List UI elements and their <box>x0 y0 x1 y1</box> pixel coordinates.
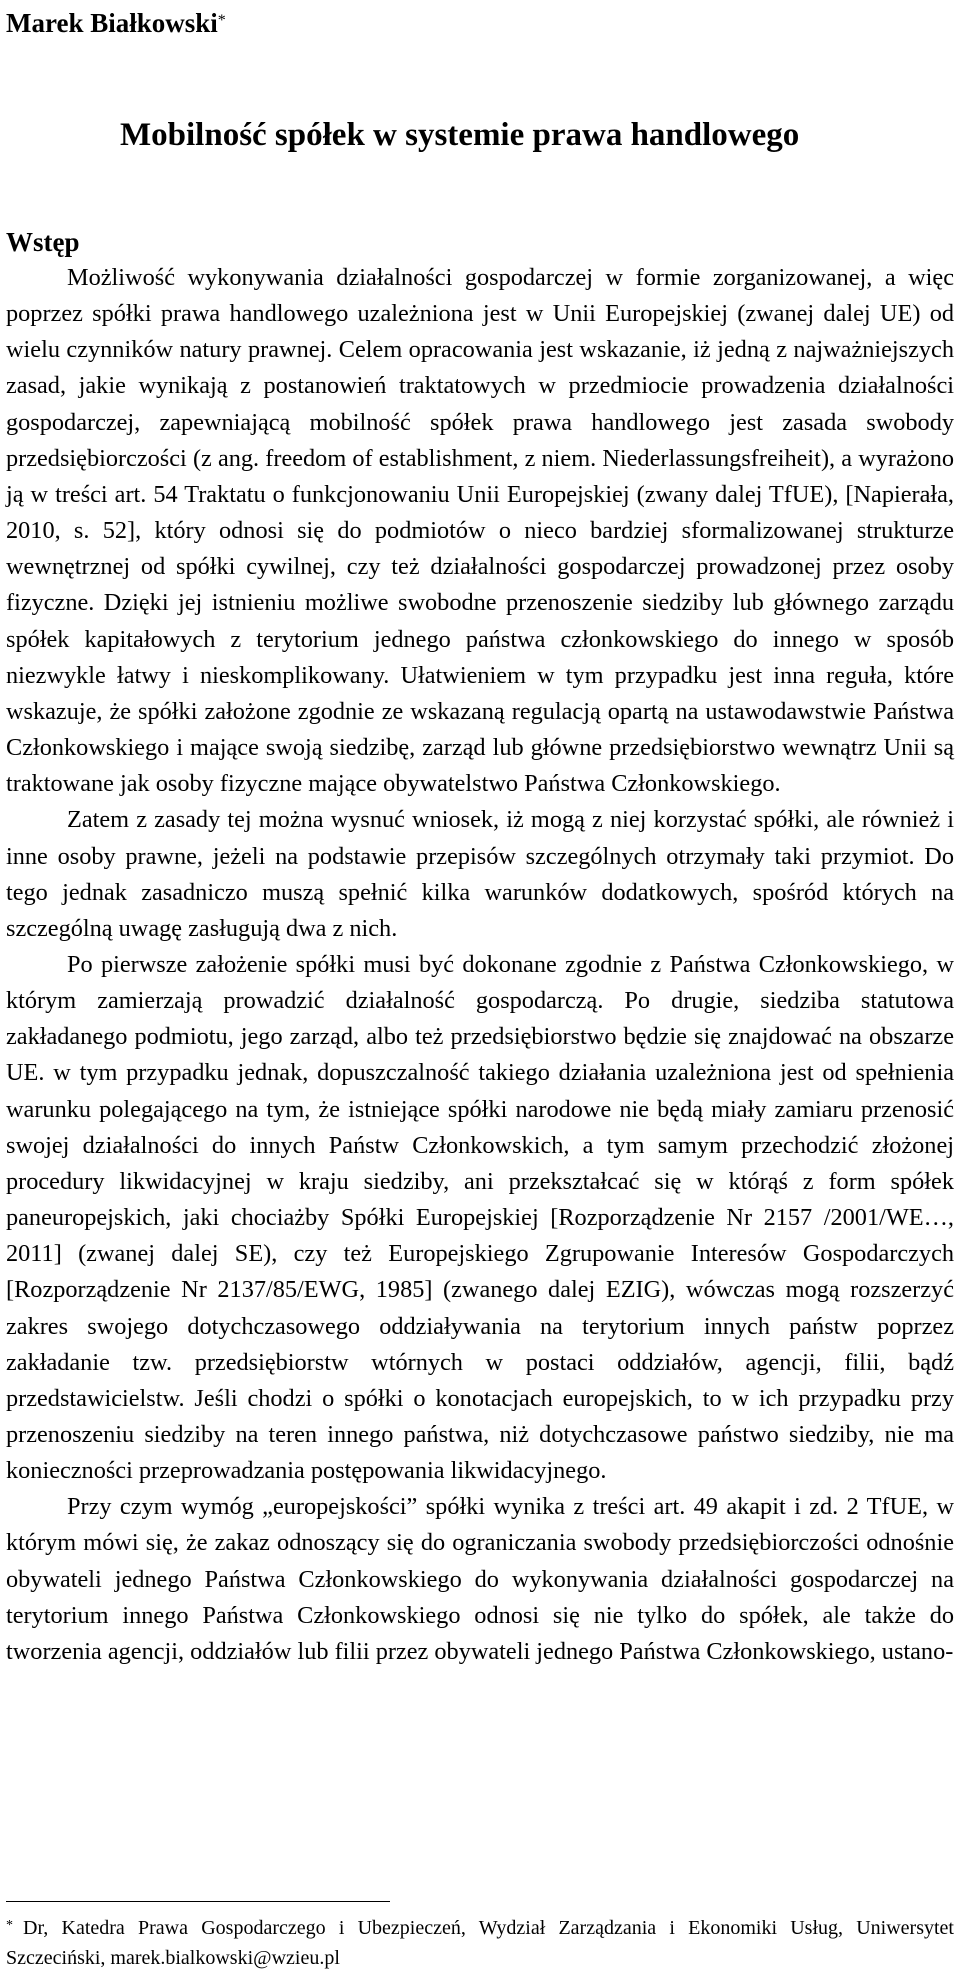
footnote <box>6 1913 954 1973</box>
footnote-mark: * <box>6 1918 13 1933</box>
body-paragraph: Po pierwsze założenie spółki musi być dokonane zgodnie z Państwa Członkowskiego, w którym zamierzają prowadzić działalność gospodarczą. Po drugie, siedziba statutowa zakładanego podmiotu, jego zarząd, albo też przedsiębiorstwo będzie się znajdować na obszarze UE. w tym przypadku jednak, dopuszczalność takiego działania uzależniona jest od spełnienia warunku polegającego na tym, że istniejące spółki narodowe nie będą miały zamiaru przenosić swojej działalności do innych Państw Członkowskich, a tym samym przechodzić złożonej procedury likwidacyjnej w kraju siedziby, ani przekształcać się w którąś z form spółek paneuropejskich, jaki chociażby Spółki Europejskiej [Rozporządzenie Nr 2157 /2001/WE…, 2011] (zwanej dalej SE), czy też Europejskiego Zgrupowanie Interesów Gospodarczych [Rozporządzenie Nr 2137/85/EWG, 1985] (zwanego dalej EZIG), wówczas mogą rozszerzyć zakres swojego dotychczasowego oddziaływania na terytorium innych państw poprzez zakładanie tzw. przedsiębiorstw wtórnych w postaci oddziałów, agencji, filii, bądź przedstawicielstw. Jeśli chodzi o spółki o konotacjach europejskich, to w ich przypadku przy przenoszeniu siedziby na teren innego państwa, niż dotychczasowe państwo siedziby, nie ma konieczności przeprowadzania postępowania likwidacyjnego. <box>6 950 954 1485</box>
body-paragraph: Możliwość wykonywania działalności gospodarczej w formie zorganizowanej, a więc poprzez spółki prawa handlowego uzależniona jest w Unii Europejskiej (zwanej dalej UE) od wielu czynników natury prawnej. Celem opracowania jest wskazanie, iż jedną z najważniejszych zasad, jakie wynikają z postanowień traktatowych w przedmiocie prowadzenia działalności gospodarczej, zapewniającą mobilność spółek prawa handlowego jest zasada swobody przedsiębiorczości (z ang. freedom of establishment, z niem. Niederlassungsfreiheit), a wyrażono ją w treści art. 54 Traktatu o funkcjonowaniu Unii Europejskiej (zwany dalej TfUE), [Napierała, 2010, s. 52], który odnosi się do podmiotów o nieco bardziej sformalizowanej strukturze wewnętrznej od spółki cywilnej, czy też działalności gospodarczej prowadzonej przez osoby fizyczne. Dzięki jej istnieniu możliwe swobodne przenoszenie siedziby lub głównego zarządu spółek kapitałowych z terytorium jednego państwa członkowskiego do innego w sposób niezwykle łatwy i nieskomplikowany. Ułatwieniem w tym przypadku jest inna reguła, które wskazuje, że spółki założone zgodnie ze wskazaną regulacją opartą na ustawodawstwie Państwa Członkowskiego i mające swoją siedzibę, zarząd lub główne przedsiębiorstwo wewnątrz Unii są traktowane jak osoby fizyczne mające obywatelstwo Państwa Członkowskiego. <box>6 264 954 798</box>
author-name-text: Marek Białkowski <box>6 8 218 38</box>
footnote-divider <box>6 1901 390 1902</box>
article-body <box>6 260 954 1670</box>
author-footnote-mark: * <box>217 12 226 29</box>
body-paragraph: Zatem z zasady tej można wysnuć wniosek, iż mogą z niej korzystać spółki, ale również i inne osoby prawne, jeżeli na podstawie przepisów szczególnych otrzymały taki przymiot. Do tego jednak zasadniczo muszą spełnić kilka warunków dodatkowych, spośród których na szczególną uwagę zasługują dwa z nich. <box>6 806 954 942</box>
body-paragraph: Przy czym wymóg „europejskości” spółki wynika z treści art. 49 akapit i zd. 2 TfUE, w którym mówi się, że zakaz odnoszący się do ograniczania swobody przedsiębiorczości odnośnie obywateli jednego Państwa Członkowskiego do wykonywania działalności gospodarczej na terytorium innego Państwa Członkowskiego odnosi się nie tylko do spółek, ale także do tworzenia agencji, oddziałów lub filii przez obywateli jednego Państwa Członkowskiego, ustano- <box>6 1493 954 1665</box>
author-name <box>6 4 226 42</box>
footnote-text: Dr, Katedra Prawa Gospodarczego i Ubezpieczeń, Wydział Zarządzania i Ekonomiki Usług, Uniwersytet Szczeciński, marek.bialkowski@wzieu.pl <box>6 1917 954 1969</box>
section-heading: Wstęp <box>6 227 80 257</box>
article-title: Mobilność spółek w systemie prawa handlowego <box>120 117 800 153</box>
